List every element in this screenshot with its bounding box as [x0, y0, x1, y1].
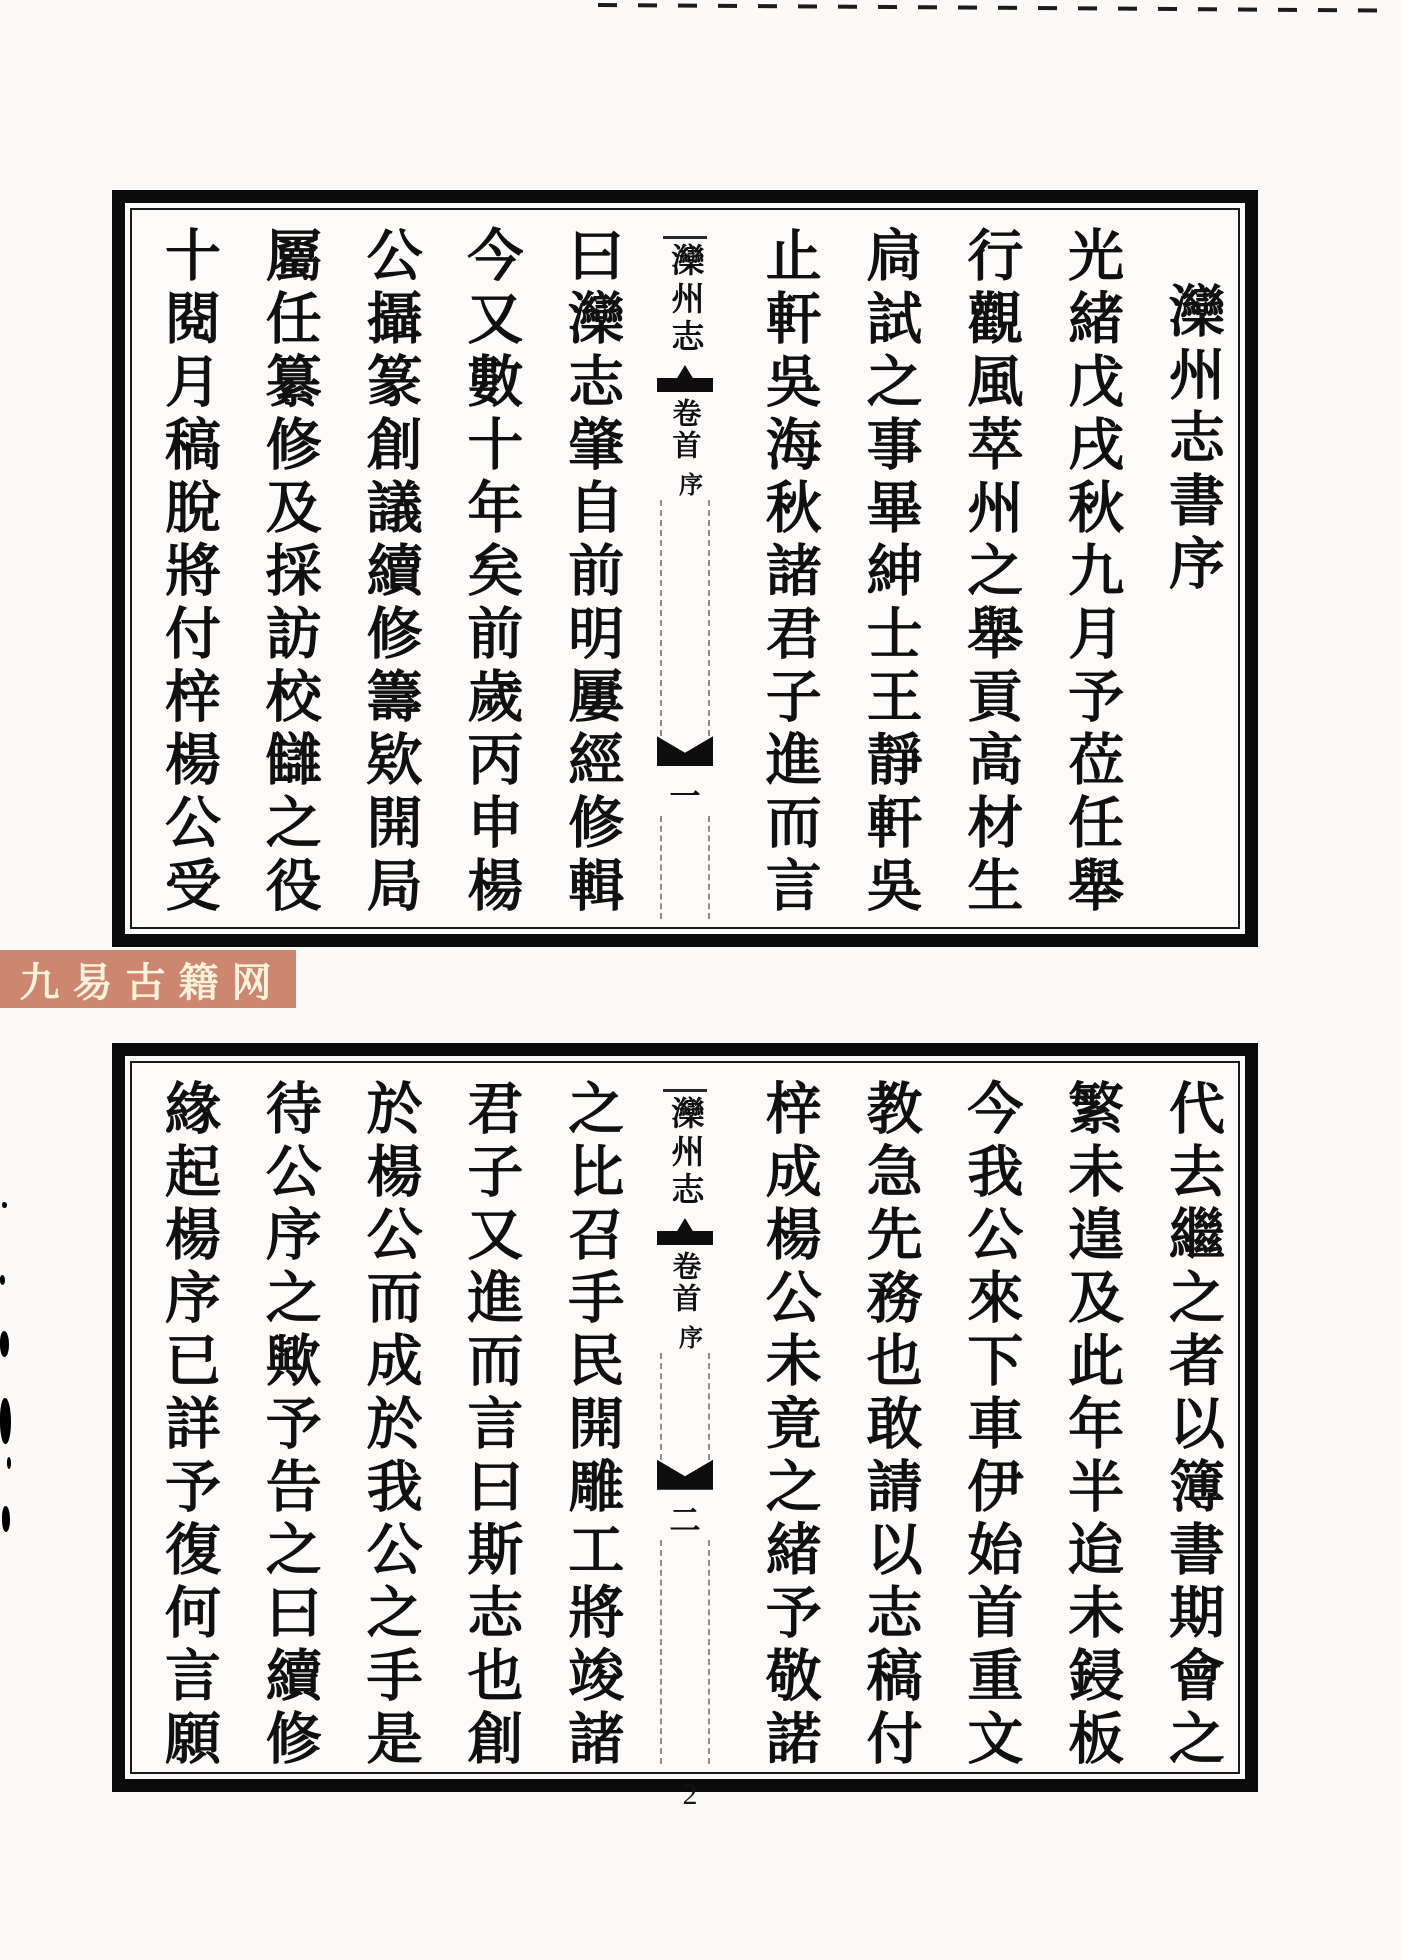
banxin-folio-number: 一 — [669, 779, 701, 815]
text-column: 扃試之事畢紳士王靜軒吳 — [858, 226, 921, 919]
banxin-section: 序 — [678, 473, 703, 499]
bottom-page-frame-inner — [130, 1061, 1240, 1774]
text-column: 今我公來下車伊始首重文 — [959, 1079, 1022, 1772]
watermark-badge — [0, 950, 296, 1008]
bottom-page-frame — [112, 1043, 1258, 1792]
text-column: 灤州志書序 — [1160, 282, 1223, 597]
top-page-frame — [112, 190, 1258, 947]
ink-smudge — [0, 1398, 11, 1444]
text-column: 止軒吳海秋諸君子進而言 — [757, 226, 820, 919]
banxin-section: 序 — [678, 1326, 703, 1352]
banxin-rule — [663, 1089, 707, 1092]
text-column: 代去繼之者以簿書期會之 — [1160, 1079, 1223, 1772]
watermark-text: 九易古籍网 — [19, 959, 285, 1005]
banxin-gutter-column — [652, 1079, 718, 1764]
banxin-rule-spacer — [660, 1353, 710, 1460]
banxin-book-title: 灤州志 — [666, 243, 703, 357]
fishtail-icon — [657, 736, 713, 766]
banxin-rule-spacer — [660, 816, 710, 919]
fishtail-icon — [657, 365, 713, 392]
page-edge-dashes — [598, 3, 1398, 13]
banxin-folio-number: 二 — [669, 1502, 701, 1538]
text-column: 緣起楊序已詳予復何言願 — [157, 1079, 219, 1772]
banxin-fascicle: 卷首 — [668, 398, 701, 462]
text-column: 光緒戊戌秋九月予莅任舉 — [1060, 226, 1123, 919]
ink-smudge — [0, 1331, 9, 1357]
text-column: 公攝篆創議續修籌欵開局 — [358, 226, 421, 919]
text-column: 曰灤志肇自前明屢經修輯 — [560, 226, 623, 919]
banxin-book-title: 灤州志 — [666, 1096, 703, 1210]
ink-smudge — [0, 1275, 5, 1285]
text-column: 梓成楊公未竟之緒予敬諾 — [757, 1079, 820, 1772]
banxin-fascicle: 卷首 — [668, 1251, 701, 1315]
banxin-rule-spacer — [660, 1540, 710, 1764]
banxin-rule-spacer — [660, 500, 710, 736]
ink-smudge — [2, 1202, 7, 1208]
text-column: 屬任纂修及採訪校讎之役 — [257, 226, 320, 919]
text-column: 君子又進而言曰斯志也創 — [459, 1079, 522, 1772]
ink-smudge — [2, 1506, 10, 1532]
top-page-frame-inner — [130, 208, 1240, 929]
text-column: 繁未遑及此年半迨未鋟板 — [1060, 1079, 1123, 1772]
text-column: 今又數十年矣前歲丙申楊 — [459, 226, 522, 919]
text-column: 行觀風萃州之舉貢高材生 — [959, 226, 1022, 919]
text-column: 十閱月稿脫將付梓楊公受 — [157, 226, 219, 919]
folio-page-number: 2 — [682, 1778, 698, 1811]
text-column: 之比召手民開雕工將竣諸 — [560, 1079, 623, 1772]
text-column: 於楊公而成於我公之手是 — [358, 1079, 421, 1772]
text-column: 教急先務也敢請以志稿付 — [858, 1079, 921, 1772]
fishtail-icon — [657, 1218, 713, 1245]
banxin-rule — [663, 236, 707, 239]
fishtail-icon — [657, 1460, 713, 1490]
ink-smudge — [7, 1457, 11, 1469]
banxin-gutter-column — [652, 226, 718, 919]
text-column: 待公序之歟予告之曰續修 — [257, 1079, 320, 1772]
